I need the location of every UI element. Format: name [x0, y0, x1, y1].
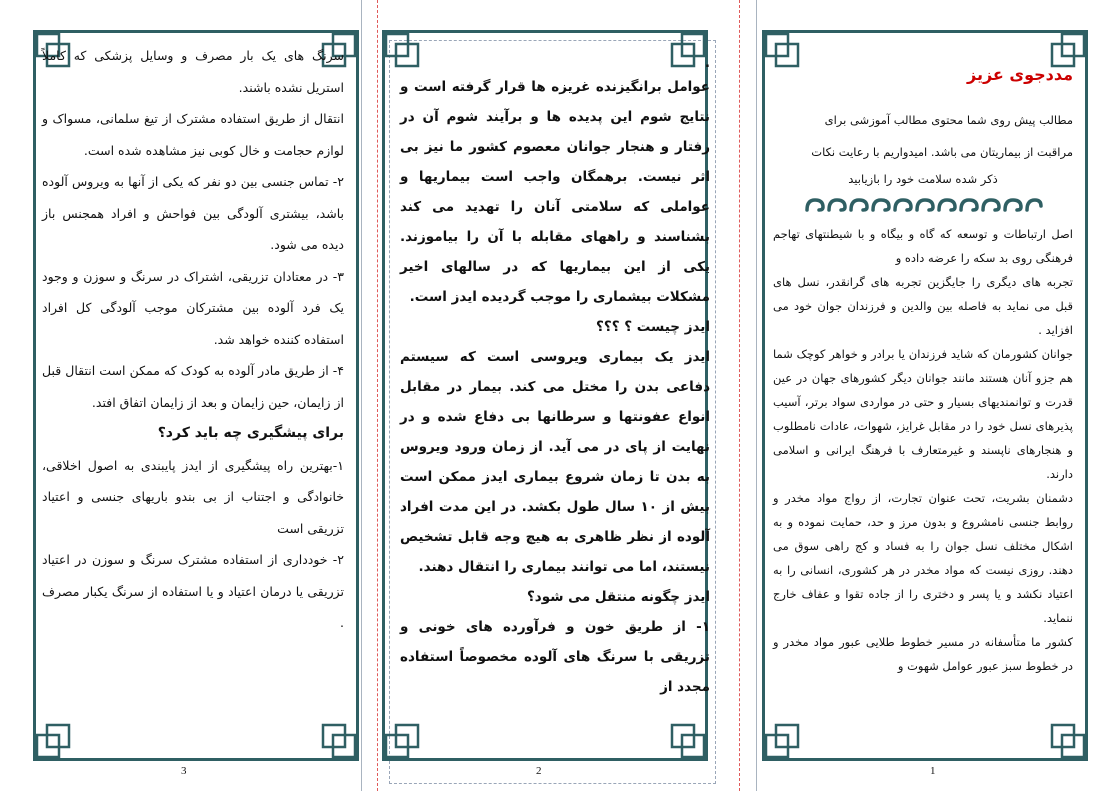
corner-ornament-icon	[765, 712, 811, 758]
paragraph: کشور ما متأسفانه در مسیر خطوط طلایی عبور مواد مخدر و در خطوط سبز عبور عوامل شهوت و	[773, 635, 1073, 673]
paragraph: ۲- خودداری از استفاده مشترک سرنگ و سوزن در اعتیاد تزریقی یا درمان اعتیاد و یا استفاده از سرنگ یکبار مصرف .	[42, 552, 344, 630]
paragraph: انتقال از طریق استفاده مشترک از تیغ سلمانی، مسواک و لوازم حجامت و خال کوبی نیز مشاهده شده است.	[42, 111, 344, 158]
section-heading: برای پیشگیری چه باید کرد؟	[157, 425, 344, 441]
intro-line: مطالب پیش روی شما محتوی مطالب آموزشی برای	[824, 113, 1073, 127]
intro-line: مراقبت از بیماریتان می باشد. امیدواریم با رعایت نکات	[811, 145, 1073, 159]
page-1-text	[773, 60, 1073, 678]
corner-ornament-icon	[659, 712, 705, 758]
corner-ornament-icon	[36, 712, 82, 758]
paragraph: سرنگ های یک بار مصرف و وسایل پزشکی که کاملاً استریل نشده باشند.	[42, 48, 344, 95]
page-2-text	[400, 54, 710, 702]
paragraph: عوامل برانگیزنده غریزه ها قرار گرفته است و نتایج شوم این پدیده ها و برآیند شوم آن در رفتار و هنجار جوانان معصوم کشور ما نیز بی اثر نیست. برهمگان واجب است بیماریها و عواملی که سلامتی آنان را تهدید می کند بشناسند و راههای مقابله با آن را بیاموزند. یکی از این بیماریها که در سالهای اخیر مشکلات بیشماری را موجب گردیده ایدز است.	[400, 79, 710, 305]
paragraph: اصل ارتباطات و توسعه که گاه و بیگاه و با شیطنتهای تهاجم فرهنگی روی بد سکه را عرضه داده و	[773, 227, 1073, 265]
page-divider	[361, 0, 362, 791]
paragraph: ۱-بهترین راه پیشگیری از ایدز پایبندی به اصول اخلاقی، خانوادگی و اجتناب از بی بندو باریهای جنسی و اعتیاد تزریقی است	[42, 457, 344, 536]
paragraph: ایدز یک بیماری ویروسی است که سیستم دفاعی بدن را مختل می کند. بیمار در مقابل انواع عفونتها و سرطانها بی دفاع شده و در نهایت از پای در می آید. از زمان ورود ویروس به بدن تا زمان شروع بیماری ایدز ممکن است بیش از ۱۰ سال طول بکشد. در این مدت افراد آلوده از نظر ظاهری به هیچ وجه قابل تشخیص نیستند، اما می توانند بیماری را انتقال دهند.	[400, 349, 711, 575]
wave-ornament-icon	[773, 196, 1073, 214]
paragraph: ۴- از طریق مادر آلوده به کودک که ممکن است انتقال قبل از زایمان، حین زایمان و بعد از زایمان اتفاق افتد.	[42, 363, 344, 410]
page-divider	[756, 0, 757, 791]
intro-line: ذکر شده سلامت خود را بازیابید	[848, 172, 998, 186]
paragraph: ۲- تماس جنسی بین دو نفر که یکی از آنها به ویروس آلوده باشد، بیشتری آلودگی بین فواحش و افراد همجنس باز دیده می شود.	[42, 174, 344, 252]
corner-ornament-icon	[310, 712, 356, 758]
paragraph: ۳- در معتادان تزریقی، اشتراک در سرنگ و سوزن و وجود یک فرد آلوده بین مشترکان موجب آلودگی کل افراد استفاده کننده خواهد شد.	[42, 268, 344, 347]
corner-ornament-icon	[385, 712, 431, 758]
section-heading: ایدز چیست ؟ ؟؟؟	[596, 319, 710, 335]
page-title: مددجوی عزیز	[967, 65, 1073, 84]
page-3-text	[42, 40, 344, 639]
paragraph: ۱- از طریق خون و فرآورده های خونی و تزریقی با سرنگ های آلوده مخصوصاً استفاده مجدد از	[400, 619, 710, 695]
page-number: 1	[930, 765, 936, 777]
paragraph: دشمنان بشریت، تحت عنوان تجارت، از رواج مواد مخدر و روابط جنسی نامشروع و بدون مرز و حد، حمایت نموده و به اشکال مختلف نسل جوان را به فساد و کج راهی سوق می دهند. روزی نیست که مواد مخدر در هر کشوری، انسانی را به اعتیاد نکشد و یا پسر و دختری را از جاده تقوا و عفاف خارج ننماید.	[773, 491, 1073, 625]
page-number: 3	[181, 765, 187, 777]
dot: .	[704, 55, 710, 71]
section-heading: ایدز چگونه منتقل می شود؟	[526, 589, 710, 605]
paragraph: جوانان کشورمان که شاید فرزندان یا برادر و خواهر کوچک شما هم جزو آنان هستند مانند جوانان دیگر کشورهای جهان در عین قدرت و توانمندیهای بسیار و حتی در مواردی سواد برتر، آسیب پذیرهای نسل خود را در مقابل غرایز، شهوات، عادات نامطلوب و هنجارهای ناپسند و غیرمتعارف با فرهنگ ایرانی و اسلامی دارند.	[773, 347, 1073, 481]
paragraph: تجربه های دیگری را جایگزین تجربه های گرانقدر، نسل های قبل می نماید به فاصله بین والدین و فرزندان جوان خود می افزاید .	[773, 275, 1073, 337]
corner-ornament-icon	[1039, 712, 1085, 758]
page-number: 2	[536, 765, 542, 777]
